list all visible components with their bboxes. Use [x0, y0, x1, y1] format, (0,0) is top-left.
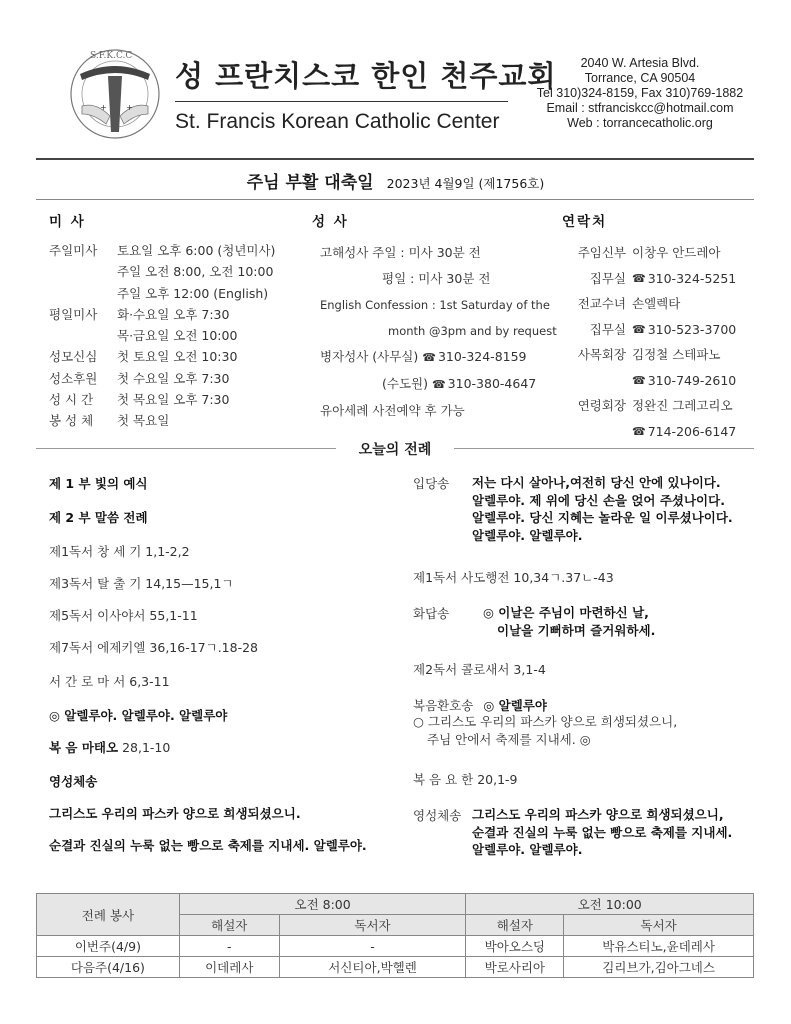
- communion-label: 영성체송: [49, 774, 98, 789]
- contact-row: [562, 291, 762, 317]
- mass-time: 첫 목요일: [117, 413, 170, 429]
- feast-title: 주님 부활 대축일: [246, 173, 374, 193]
- city-line: Torrance, CA 90504: [584, 71, 696, 85]
- liturgy-divider: [36, 439, 754, 459]
- lector-header: 독서자: [279, 915, 466, 936]
- mass-label: [49, 325, 117, 346]
- commentator-header: 해설자: [466, 915, 564, 936]
- mass-row: [49, 261, 275, 282]
- phone-icon: ☎: [431, 378, 446, 391]
- mass-time: 토요일 오후 6:00 (청년미사): [117, 243, 276, 258]
- mass-row: [49, 325, 275, 346]
- lector-header: 독서자: [564, 915, 754, 936]
- mass-heading: 미 사: [49, 214, 86, 230]
- antiphon-line: 알렐루야. 알렐루야.: [472, 527, 583, 543]
- mass-time: 첫 토요일 오전 10:30: [117, 349, 238, 365]
- gospel-label: 복 음 마태오: [49, 740, 119, 755]
- communion-line: 순결과 진실의 누룩 없는 빵으로 축제를 지내세.: [472, 824, 733, 840]
- english-confession: English Confession : 1st Saturday of the: [320, 298, 550, 312]
- phone-icon: ☎: [632, 322, 646, 336]
- mass-time: 주일 오후 12:00 (English): [117, 285, 269, 301]
- infant-baptism: 유아세례 사전예약 후 가능: [320, 403, 465, 418]
- header-rule: [36, 158, 754, 160]
- contact-role: 집무실: [589, 270, 626, 286]
- reading-line: 제7독서 에제키엘 36,16-17ㄱ.18-28: [49, 640, 258, 655]
- anointing-monastery-label: (수도원): [382, 376, 428, 391]
- antiphon-line: 저는 다시 살아나,여전히 당신 안에 있나이다.: [472, 475, 721, 490]
- reading-line: 제5독서 이사야서 55,1-11: [49, 608, 198, 623]
- title-divider: [175, 101, 508, 102]
- anointing-monastery: [312, 371, 562, 398]
- contact-value: 이창우 안드레아: [632, 245, 721, 260]
- confession-sunday: 고해성사 주일 : 미사 30분 전: [320, 245, 481, 260]
- contact-row: [562, 240, 762, 266]
- commentator-cell: 이데레사: [179, 957, 279, 978]
- church-name-english: St. Francis Korean Catholic Center: [175, 110, 500, 133]
- epistle-line: 서 간 로 마 서 6,3-11: [49, 674, 170, 689]
- service-header: 전례 봉사: [37, 894, 180, 936]
- sacraments-heading: 성 사: [312, 214, 349, 230]
- church-logo: [60, 44, 170, 144]
- contact-role: 집무실: [589, 321, 626, 337]
- part-light-service: 제 1 부 빛의 예식: [49, 476, 148, 491]
- mass-time: 첫 목요일 오후 7:30: [117, 392, 230, 408]
- reading-line: 제1독서 창 세 기 1,1-2,2: [49, 544, 190, 559]
- svg-text:+: +: [126, 103, 133, 112]
- table-row: [37, 957, 754, 978]
- church-name-korean: 성 프란치스코 한인 천주교회: [175, 59, 557, 93]
- phone-icon: ☎: [422, 351, 436, 364]
- commentator-cell: -: [179, 936, 279, 957]
- contact-phone: 310-523-3700: [647, 321, 737, 337]
- mass-row: [49, 304, 275, 325]
- gospel-line: [49, 738, 170, 756]
- contact-phone: 714-206-6147: [647, 423, 737, 439]
- contact-row: [562, 393, 762, 419]
- psalm-line: 이날을 기뻐하며 즐거워하세.: [497, 622, 656, 638]
- mass-time: 목·금요일 오전 10:00: [117, 328, 238, 344]
- church-contact: [530, 56, 750, 131]
- mass-label: [49, 283, 117, 304]
- mass-row: [49, 368, 275, 389]
- first-reading: 제1독서 사도행전 10,34ㄱ.37ㄴ-43: [413, 570, 614, 585]
- mass-label: 성모신심: [49, 349, 98, 365]
- lector-cell: 김리브가,김아그네스: [564, 957, 754, 978]
- svg-text:+: +: [100, 103, 107, 112]
- communion-line: 알렐루야. 알렐루야.: [472, 842, 583, 857]
- contact-phone: 310-324-5251: [647, 270, 737, 286]
- gospel-reading: 복 음 요 한 20,1-9: [413, 772, 518, 787]
- communion-line: 순결과 진실의 누룩 없는 빵으로 축제를 지내세. 알렐루야.: [49, 838, 367, 853]
- contact-value: 정완진 그레고리오: [632, 398, 733, 413]
- mass-10am-header: 오전 10:00: [466, 894, 754, 915]
- mass-row: [49, 283, 275, 304]
- svg-text:S.F.K.C.C: S.F.K.C.C: [90, 51, 133, 61]
- email-line: Email : stfranciskcc@hotmail.com: [546, 101, 734, 115]
- header: [60, 44, 750, 144]
- contact-role: 전교수녀: [577, 296, 626, 311]
- commentator-cell: 박아오스딩: [466, 936, 564, 957]
- contact-row: [562, 266, 762, 292]
- web-line: Web : torrancecatholic.org: [567, 116, 713, 130]
- confession-weekday: 평일 : 미사 30분 전: [382, 271, 491, 286]
- liturgy-service-table: [36, 893, 754, 978]
- alleluia-line: ◎ 알렐루야. 알렐루야. 알렐루야: [49, 708, 228, 723]
- monastery-phone: 310-380-4647: [447, 376, 537, 391]
- header-titles: [175, 54, 556, 134]
- commentator-header: 해설자: [179, 915, 279, 936]
- contact-value: 김정철 스테파노: [632, 347, 721, 362]
- communion-antiphon: [472, 806, 732, 859]
- mass-label: 평일미사: [49, 306, 98, 322]
- second-reading: 제2독서 콜로새서 3,1-4: [413, 662, 546, 677]
- antiphon-line: 알렐루야. 당신 지혜는 놀라운 일 이루셨나이다.: [472, 510, 733, 525]
- mass-time: 주일 오전 8:00, 오전 10:00: [117, 264, 274, 280]
- phone-fax-line: Tel 310)324-8159, Fax 310)769-1882: [536, 86, 744, 100]
- contact-phone: 310-749-2610: [647, 372, 737, 388]
- phone-icon: ☎: [632, 424, 646, 438]
- psalm-label: 화답송: [413, 606, 450, 621]
- mass-row: [49, 389, 275, 410]
- feast-rule: [36, 199, 754, 200]
- address-line: 2040 W. Artesia Blvd.: [580, 56, 700, 70]
- mass-label: 성 시 간: [49, 392, 94, 408]
- psalm-response: [483, 604, 655, 639]
- mass-row: [49, 240, 275, 261]
- anointing-office-label: 병자성사 (사무실): [320, 349, 419, 364]
- part-word-liturgy: 제 2 부 말씀 전례: [49, 510, 148, 525]
- antiphon-line: 알렐루야. 제 위에 당신 손을 얹어 주셨나이다.: [472, 492, 725, 508]
- mass-row: [49, 410, 275, 431]
- communion-label: 영성체송: [413, 808, 462, 823]
- phone-icon: ☎: [632, 271, 646, 285]
- communion-line: 그리스도 우리의 파스카 양으로 희생되셨으니,: [472, 807, 724, 822]
- mass-schedule: [49, 210, 275, 432]
- feast-heading: [0, 168, 791, 193]
- anointing-office: [312, 344, 562, 371]
- contact-row: [562, 368, 762, 394]
- mass-label: 봉 성 체: [49, 413, 94, 429]
- entrance-antiphon: [472, 474, 733, 544]
- contact-row: [562, 342, 762, 368]
- acclamation-verse: [413, 713, 677, 748]
- table-row: [37, 936, 754, 957]
- communion-line: 그리스도 우리의 파스카 양으로 희생되셨으니.: [49, 806, 301, 821]
- verse-line: 주님 안에서 축제를 지내세. ◎: [427, 731, 591, 747]
- reading-line: 제3독서 탈 출 기 14,15—15,1ㄱ: [49, 576, 234, 591]
- mass-label: 성소후원: [49, 370, 98, 386]
- contacts-info: [562, 210, 762, 444]
- lector-cell: 박유스티노,윤데레사: [564, 936, 754, 957]
- contacts-heading: 연락처: [562, 214, 608, 230]
- english-confession-detail: month @3pm and by request: [388, 324, 557, 338]
- contact-role: 주임신부: [577, 245, 626, 260]
- acclamation-label: 복음환호송: [413, 698, 474, 713]
- acclamation-line: [413, 696, 547, 714]
- lector-cell: 서신티아,박헬렌: [279, 957, 466, 978]
- mass-label: [49, 261, 117, 282]
- contact-role: [562, 368, 632, 394]
- week-cell: 이번주(4/9): [37, 936, 180, 957]
- bulletin-date: 2023년 4월9일 (제1756호): [386, 176, 545, 191]
- entrance-label: 입당송: [413, 476, 450, 491]
- liturgy-title: 오늘의 전례: [351, 442, 440, 458]
- psalm-line: ◎ 이날은 주님이 마련하신 날,: [483, 605, 649, 620]
- contact-row: [562, 317, 762, 343]
- commentator-cell: 박로사리아: [466, 957, 564, 978]
- office-phone: 310-324-8159: [437, 349, 527, 364]
- week-cell: 다음주(4/16): [37, 957, 180, 978]
- gospel-ref: 28,1-10: [122, 740, 171, 755]
- lector-cell: -: [279, 936, 466, 957]
- mass-row: [49, 346, 275, 367]
- mass-time: 화·수요일 오후 7:30: [117, 306, 230, 322]
- mass-label: 주일미사: [49, 243, 98, 258]
- contact-role: 연령회장: [577, 398, 626, 413]
- sacraments-info: [312, 210, 562, 424]
- mass-time: 첫 수요일 오후 7:30: [117, 370, 230, 386]
- acclamation-response: ◎ 알렐루야: [483, 698, 547, 713]
- phone-icon: ☎: [632, 373, 646, 387]
- contact-role: 사목회장: [577, 347, 626, 362]
- verse-line: ○ 그리스도 우리의 파스카 양으로 희생되셨으니,: [413, 714, 678, 729]
- contact-value: 손엘렉타: [632, 296, 681, 311]
- mass-8am-header: 오전 8:00: [179, 894, 466, 915]
